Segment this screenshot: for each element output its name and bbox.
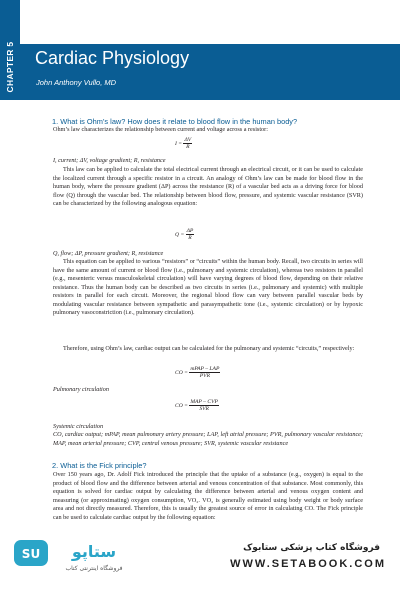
q2-paragraph-1: Over 150 years ago, Dr. Adolf Fick introduced the principle that the uptake of a substance (e.g., oxygen) is equal to the product of blood flow and the difference between arterial and venous concentration of that substance. Most commonly, this equation is solved for cardiac output by calculating the difference between arterial and venous oxygen content and measuring (or approximating) oxygen consumption, VO₂. VO₂ is generally estimated using body weight or body surface area and not directly measured. Therefore, this is usually the greatest source of error in calculating CO. The Fick principle can be used to calculate cardiac output by the following equation:	[53, 471, 363, 521]
chapter-tab	[0, 34, 20, 100]
equation-systemic-co: CO = $\frac{\text{MAP – CVP}}{\text{SVR}}$	[175, 399, 218, 412]
equation-ohm: I = $\frac{\Delta V}{R}$	[175, 137, 192, 150]
equation-pulmonary-co: CO = $\frac{\text{mPAP – LAP}}{\text{PVR}}$	[175, 366, 220, 379]
logo-badge-text: SU	[21, 547, 41, 561]
q1-intro: Ohm’s law characterizes the relationship between current and voltage across a resistor:	[53, 126, 268, 133]
q1-paragraph-3: Therefore, using Ohm’s law, cardiac output can be calculated for the pulmonary and systemic “circuits,” respectively:	[63, 345, 355, 352]
eq2-legend: Q, flow; ΔP, pressure gradient; R, resistance	[53, 250, 164, 257]
q1-paragraph-2: This equation can be applied to various “resistors” or “circuits” within the human body. Recall, two circuits in series will have the same amount of current or blood flow (i.e., pulmonary and systemic circulation), whereas two resistors in parallel (e.g., mesenteric versus musculoskeletal circulation) will have varying degrees of blood flow, depending on their relative resistance. Thus the human body can be described as two circuits in series (i.e., pulmonary and systemic) with multiple resistors in parallel for each circuit. Moreover, the regional blood flow can vary between parallel vascular beds by modulating vascular resistance between sympathetic and parasympathetic tone (i.e., systemic circulation) or by hypoxic pulmonary vasoconstriction (i.e., pulmonary circulation).	[53, 258, 363, 316]
store-url[interactable]: WWW.SETABOOK.COM	[230, 558, 386, 570]
chapter-tab-label: CHAPTER 5	[5, 41, 15, 93]
setabook-logo	[12, 537, 132, 577]
q1-paragraph-1: This law can be applied to calculate the total electrical current through an electrical circuit, or it can be used to calculate the localized current through a specific resistor in a circuit. An analogy of Ohm’s law can be made for blood flow in the human body, where the pressure gradient (ΔP) across the resistance (R) of a vascular bed acts as a driving force for blood flow (Q) through the vascular bed. The relationship between blood flow, pressure, and systemic vascular resistance (SVR) can be characterized by the following analogous equation:	[53, 166, 363, 207]
chapter-title: Cardiac Physiology	[35, 48, 190, 68]
chapter-author: John Anthony Vullo, MD	[36, 78, 117, 87]
systemic-circulation-label: Systemic circulation	[53, 423, 104, 430]
co-legend: CO, cardiac output; mPAP, mean pulmonary artery pressure; LAP, left atrial pressure; PVR, pulmonary vascular resistance; MAP, mean arterial pressure; CVP, central venous pressure; SVR, systemic vascular resistance	[53, 431, 363, 447]
logo-subtitle: فروشگاه اینترنتی کتاب	[65, 565, 123, 572]
pulmonary-circulation-label: Pulmonary circulation	[53, 386, 109, 393]
question-1-heading: 1. What is Ohm’s law? How does it relate to blood flow in the human body?	[52, 117, 298, 126]
logo-wordmark: ستاپو	[71, 542, 117, 561]
eq1-legend: I, current; ΔV, voltage gradient; R, resistance	[53, 157, 166, 164]
equation-flow: Q = $\frac{\Delta P}{R}$	[175, 228, 194, 241]
question-2-heading: 2. What is the Fick principle?	[52, 461, 147, 470]
store-name: فروشگاه کتاب پزشکی ستابوک	[243, 543, 380, 553]
